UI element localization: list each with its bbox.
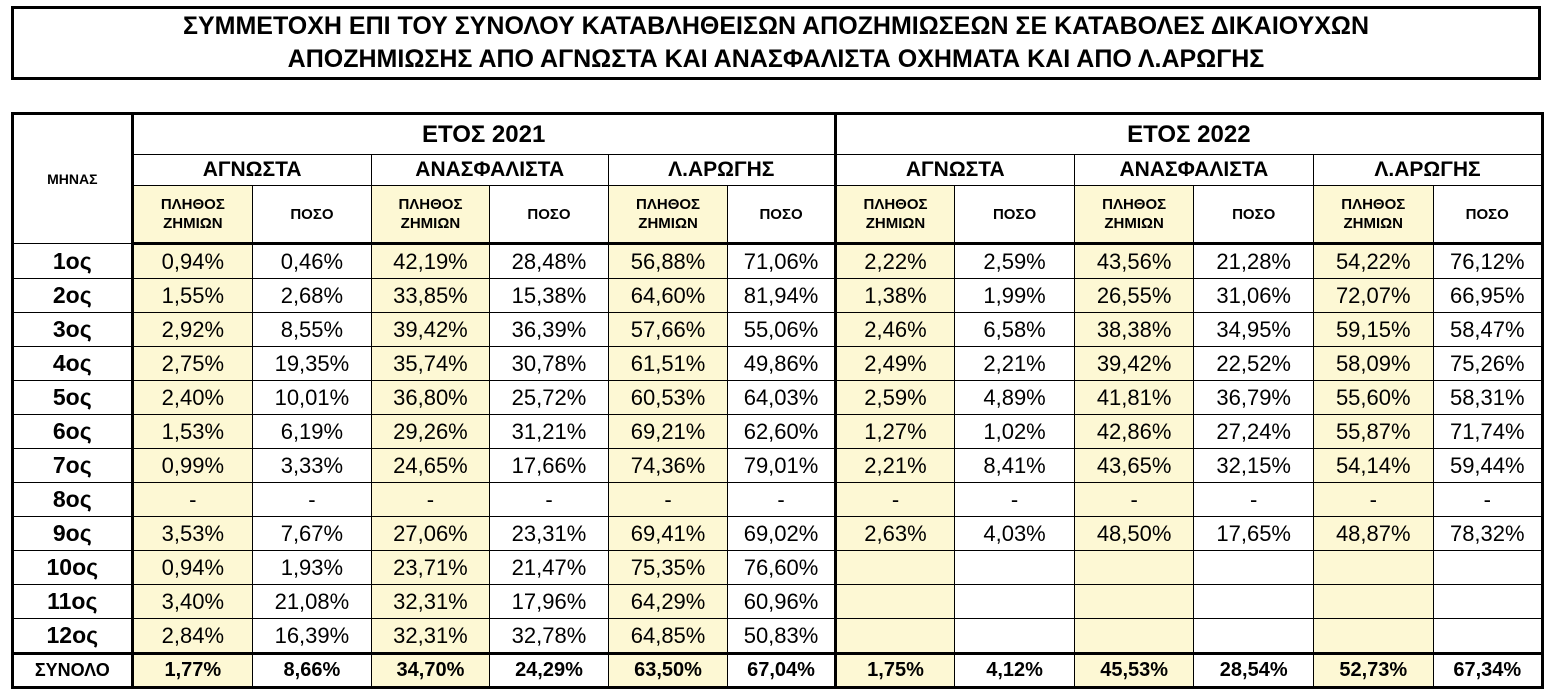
amount-share-cell: 75,26%: [1433, 347, 1542, 381]
count-share-cell: 27,06%: [371, 517, 490, 551]
month-cell: 1ος: [13, 244, 133, 279]
count-share-cell: 57,66%: [608, 313, 728, 347]
count-share-cell: [1313, 585, 1433, 619]
amount-share-cell: 59,44%: [1433, 449, 1542, 483]
count-subheader-line-1: ΠΛΗΘΟΣ: [160, 196, 225, 213]
amount-share-cell: 71,74%: [1433, 415, 1542, 449]
month-cell: 6ος: [13, 415, 133, 449]
count-share-cell: 2,49%: [835, 347, 955, 381]
amount-share-cell: 34,95%: [1194, 313, 1314, 347]
amount-share-cell: 28,54%: [1194, 654, 1314, 688]
amount-share-cell: 32,78%: [490, 619, 609, 654]
count-share-cell: 32,31%: [371, 619, 490, 654]
count-share-cell: 74,36%: [608, 449, 728, 483]
count-share-cell: 23,71%: [371, 551, 490, 585]
count-subheader-line-2: ΖΗΜΙΩΝ: [1104, 215, 1164, 232]
amount-share-cell: 4,03%: [955, 517, 1075, 551]
count-share-cell: [1313, 619, 1433, 654]
count-share-cell: 1,27%: [835, 415, 955, 449]
count-share-cell: 39,42%: [371, 313, 490, 347]
count-share-cell: 3,40%: [132, 585, 253, 619]
amount-share-cell: 4,89%: [955, 381, 1075, 415]
table-row: [13, 517, 1543, 551]
count-share-cell: 2,59%: [835, 381, 955, 415]
count-share-cell: 2,92%: [132, 313, 253, 347]
count-share-cell: 32,31%: [371, 585, 490, 619]
amount-share-cell: -: [1433, 483, 1542, 517]
amount-share-cell: 71,06%: [728, 244, 835, 279]
count-share-cell: 64,29%: [608, 585, 728, 619]
count-share-cell: 42,86%: [1074, 415, 1194, 449]
table-row: [13, 619, 1543, 654]
count-share-cell: 1,53%: [132, 415, 253, 449]
category-header-arogis-2022: Λ.ΑΡΩΓΗΣ: [1313, 155, 1542, 186]
count-share-cell: -: [1313, 483, 1433, 517]
count-share-cell: 2,84%: [132, 619, 253, 654]
amount-share-cell: 10,01%: [253, 381, 372, 415]
amount-share-cell: 36,79%: [1194, 381, 1314, 415]
amount-share-cell: -: [728, 483, 835, 517]
amount-share-cell: 67,04%: [728, 654, 835, 688]
amount-share-cell: 32,15%: [1194, 449, 1314, 483]
table-row: [13, 313, 1543, 347]
count-share-cell: 0,99%: [132, 449, 253, 483]
amount-subheader: ΠΟΣΟ: [1194, 186, 1314, 244]
total-row: [13, 654, 1543, 688]
count-share-cell: [1074, 619, 1194, 654]
table-row: [13, 483, 1543, 517]
count-share-cell: 1,75%: [835, 654, 955, 688]
amount-share-cell: 19,35%: [253, 347, 372, 381]
count-share-cell: 61,51%: [608, 347, 728, 381]
table-row: [13, 347, 1543, 381]
amount-share-cell: 76,12%: [1433, 244, 1542, 279]
count-share-cell: 38,38%: [1074, 313, 1194, 347]
category-header-anasfalista-2021: ΑΝΑΣΦΑΛΙΣΤΑ: [371, 155, 608, 186]
amount-share-cell: 36,39%: [490, 313, 609, 347]
count-share-cell: 1,77%: [132, 654, 253, 688]
amount-share-cell: 16,39%: [253, 619, 372, 654]
count-subheader: [132, 186, 253, 244]
table-row: [13, 585, 1543, 619]
count-share-cell: -: [608, 483, 728, 517]
count-subheader-line-2: ΖΗΜΙΩΝ: [865, 215, 926, 232]
count-share-cell: 58,09%: [1313, 347, 1433, 381]
count-share-cell: 54,14%: [1313, 449, 1433, 483]
table-row: [13, 449, 1543, 483]
amount-share-cell: 6,58%: [955, 313, 1075, 347]
count-share-cell: 75,35%: [608, 551, 728, 585]
amount-share-cell: 2,59%: [955, 244, 1075, 279]
month-cell: 2ος: [13, 279, 133, 313]
count-share-cell: [835, 551, 955, 585]
amount-share-cell: 7,67%: [253, 517, 372, 551]
category-header-arogis-2021: Λ.ΑΡΩΓΗΣ: [608, 155, 835, 186]
month-cell: 7ος: [13, 449, 133, 483]
count-share-cell: 34,70%: [371, 654, 490, 688]
amount-share-cell: 81,94%: [728, 279, 835, 313]
amount-share-cell: 21,08%: [253, 585, 372, 619]
amount-share-cell: 60,96%: [728, 585, 835, 619]
count-share-cell: [1313, 551, 1433, 585]
amount-share-cell: 66,95%: [1433, 279, 1542, 313]
amount-share-cell: 67,34%: [1433, 654, 1542, 688]
report-title: [11, 6, 1541, 80]
amount-share-cell: [1194, 551, 1314, 585]
count-share-cell: 55,87%: [1313, 415, 1433, 449]
amount-share-cell: [1433, 551, 1542, 585]
amount-share-cell: -: [1194, 483, 1314, 517]
count-share-cell: 33,85%: [371, 279, 490, 313]
amount-share-cell: 49,86%: [728, 347, 835, 381]
amount-share-cell: 58,31%: [1433, 381, 1542, 415]
amount-subheader: ΠΟΣΟ: [490, 186, 609, 244]
amount-share-cell: 24,29%: [490, 654, 609, 688]
count-share-cell: 2,75%: [132, 347, 253, 381]
amount-share-cell: 8,41%: [955, 449, 1075, 483]
report-title-line-1: ΣΥΜΜΕΤΟΧΗ ΕΠΙ ΤΟΥ ΣΥΝΟΛΟΥ ΚΑΤΑΒΛΗΘΕΙΣΩΝ ΑΠΟΖΗΜΙΩΣΕΩΝ ΣΕ ΚΑΤΑΒΟΛΕΣ ΔΙΚΑΙΟΥΧΩΝ: [182, 12, 1369, 40]
count-share-cell: [1074, 585, 1194, 619]
amount-share-cell: -: [490, 483, 609, 517]
count-subheader: [835, 186, 955, 244]
amount-share-cell: 23,31%: [490, 517, 609, 551]
count-share-cell: -: [1074, 483, 1194, 517]
month-column-header: ΜΗΝΑΣ: [13, 114, 133, 244]
month-cell: 11ος: [13, 585, 133, 619]
amount-share-cell: 8,55%: [253, 313, 372, 347]
year-2021-header: ΕΤΟΣ 2021: [132, 114, 835, 155]
count-subheader: [371, 186, 490, 244]
count-subheader-line-1: ΠΛΗΘΟΣ: [1102, 196, 1167, 213]
month-cell: 3ος: [13, 313, 133, 347]
count-share-cell: 45,53%: [1074, 654, 1194, 688]
amount-share-cell: 4,12%: [955, 654, 1075, 688]
month-cell: 10ος: [13, 551, 133, 585]
count-subheader: [1074, 186, 1194, 244]
amount-share-cell: 55,06%: [728, 313, 835, 347]
category-header-anasfalista-2022: ΑΝΑΣΦΑΛΙΣΤΑ: [1074, 155, 1313, 186]
count-share-cell: 55,60%: [1313, 381, 1433, 415]
count-share-cell: 0,94%: [132, 244, 253, 279]
amount-share-cell: 76,60%: [728, 551, 835, 585]
count-share-cell: 2,22%: [835, 244, 955, 279]
category-header-agnosta-2022: ΑΓΝΩΣΤΑ: [835, 155, 1074, 186]
amount-share-cell: 6,19%: [253, 415, 372, 449]
amount-share-cell: 62,60%: [728, 415, 835, 449]
amount-share-cell: 28,48%: [490, 244, 609, 279]
count-share-cell: 26,55%: [1074, 279, 1194, 313]
count-subheader-line-1: ΠΛΗΘΟΣ: [1341, 196, 1406, 213]
count-share-cell: 24,65%: [371, 449, 490, 483]
count-share-cell: [835, 585, 955, 619]
count-share-cell: 42,19%: [371, 244, 490, 279]
table-row: [13, 279, 1543, 313]
amount-share-cell: 31,06%: [1194, 279, 1314, 313]
amount-share-cell: [955, 585, 1075, 619]
count-share-cell: 54,22%: [1313, 244, 1433, 279]
count-share-cell: 48,50%: [1074, 517, 1194, 551]
count-share-cell: 2,46%: [835, 313, 955, 347]
count-share-cell: 52,73%: [1313, 654, 1433, 688]
amount-share-cell: 30,78%: [490, 347, 609, 381]
amount-share-cell: 2,21%: [955, 347, 1075, 381]
amount-subheader: ΠΟΣΟ: [1433, 186, 1542, 244]
amount-share-cell: 1,99%: [955, 279, 1075, 313]
count-subheader-line-1: ΠΛΗΘΟΣ: [398, 196, 463, 213]
amount-share-cell: 17,66%: [490, 449, 609, 483]
amount-subheader: ΠΟΣΟ: [955, 186, 1075, 244]
count-share-cell: 35,74%: [371, 347, 490, 381]
amount-share-cell: 25,72%: [490, 381, 609, 415]
count-share-cell: 0,94%: [132, 551, 253, 585]
count-share-cell: 60,53%: [608, 381, 728, 415]
table-row: [13, 244, 1543, 279]
count-share-cell: -: [835, 483, 955, 517]
count-share-cell: 69,41%: [608, 517, 728, 551]
count-subheader-line-2: ΖΗΜΙΩΝ: [400, 215, 461, 232]
amount-share-cell: [955, 619, 1075, 654]
amount-share-cell: 3,33%: [253, 449, 372, 483]
count-subheader: [608, 186, 728, 244]
table-row: [13, 381, 1543, 415]
amount-share-cell: 27,24%: [1194, 415, 1314, 449]
month-cell: 5ος: [13, 381, 133, 415]
count-share-cell: 2,40%: [132, 381, 253, 415]
amount-share-cell: 17,65%: [1194, 517, 1314, 551]
count-share-cell: 29,26%: [371, 415, 490, 449]
amount-share-cell: 17,96%: [490, 585, 609, 619]
month-cell: 8ος: [13, 483, 133, 517]
count-share-cell: 48,87%: [1313, 517, 1433, 551]
count-subheader-line-2: ΖΗΜΙΩΝ: [1343, 215, 1404, 232]
amount-share-cell: -: [955, 483, 1075, 517]
count-share-cell: 39,42%: [1074, 347, 1194, 381]
month-cell: 12ος: [13, 619, 133, 654]
amount-subheader: ΠΟΣΟ: [253, 186, 372, 244]
report-title-line-2: ΑΠΟΖΗΜΙΩΣΗΣ ΑΠΟ ΑΓΝΩΣΤΑ ΚΑΙ ΑΝΑΣΦΑΛΙΣΤΑ ΟΧΗΜΑΤΑ ΚΑΙ ΑΠΟ Λ.ΑΡΩΓΗΣ: [287, 45, 1265, 73]
month-cell: 9ος: [13, 517, 133, 551]
amount-share-cell: [1194, 619, 1314, 654]
count-share-cell: 69,21%: [608, 415, 728, 449]
count-share-cell: 43,65%: [1074, 449, 1194, 483]
amount-share-cell: [1194, 585, 1314, 619]
count-subheader-line-2: ΖΗΜΙΩΝ: [638, 215, 698, 232]
category-header-agnosta-2021: ΑΓΝΩΣΤΑ: [132, 155, 371, 186]
month-cell: 4ος: [13, 347, 133, 381]
amount-share-cell: 8,66%: [253, 654, 372, 688]
count-share-cell: -: [132, 483, 253, 517]
amount-share-cell: 79,01%: [728, 449, 835, 483]
amount-share-cell: 21,28%: [1194, 244, 1314, 279]
amount-share-cell: 50,83%: [728, 619, 835, 654]
amount-share-cell: 69,02%: [728, 517, 835, 551]
year-2022-header: ΕΤΟΣ 2022: [835, 114, 1542, 155]
count-share-cell: 1,38%: [835, 279, 955, 313]
amount-share-cell: -: [253, 483, 372, 517]
count-subheader-line-2: ΖΗΜΙΩΝ: [163, 215, 223, 232]
amount-share-cell: [955, 551, 1075, 585]
count-share-cell: 43,56%: [1074, 244, 1194, 279]
count-share-cell: 64,85%: [608, 619, 728, 654]
amount-share-cell: 78,32%: [1433, 517, 1542, 551]
count-subheader: [1313, 186, 1433, 244]
count-share-cell: 72,07%: [1313, 279, 1433, 313]
count-share-cell: 36,80%: [371, 381, 490, 415]
total-label: ΣΥΝΟΛΟ: [13, 654, 133, 688]
amount-share-cell: [1433, 585, 1542, 619]
amount-share-cell: [1433, 619, 1542, 654]
count-share-cell: 59,15%: [1313, 313, 1433, 347]
amount-subheader: ΠΟΣΟ: [728, 186, 835, 244]
amount-share-cell: 1,93%: [253, 551, 372, 585]
amount-share-cell: 21,47%: [490, 551, 609, 585]
amount-share-cell: 58,47%: [1433, 313, 1542, 347]
amount-share-cell: 15,38%: [490, 279, 609, 313]
count-share-cell: 41,81%: [1074, 381, 1194, 415]
count-subheader-line-1: ΠΛΗΘΟΣ: [636, 196, 701, 213]
amount-share-cell: 0,46%: [253, 244, 372, 279]
amount-share-cell: 64,03%: [728, 381, 835, 415]
count-share-cell: 3,53%: [132, 517, 253, 551]
count-share-cell: 56,88%: [608, 244, 728, 279]
amount-share-cell: 2,68%: [253, 279, 372, 313]
amount-share-cell: 31,21%: [490, 415, 609, 449]
table-row: [13, 415, 1543, 449]
count-share-cell: 2,63%: [835, 517, 955, 551]
claims-share-table: [11, 112, 1544, 689]
amount-share-cell: 1,02%: [955, 415, 1075, 449]
count-share-cell: 64,60%: [608, 279, 728, 313]
amount-share-cell: 22,52%: [1194, 347, 1314, 381]
count-share-cell: 63,50%: [608, 654, 728, 688]
count-share-cell: 2,21%: [835, 449, 955, 483]
count-share-cell: [1074, 551, 1194, 585]
count-share-cell: 1,55%: [132, 279, 253, 313]
table-row: [13, 551, 1543, 585]
count-subheader-line-1: ΠΛΗΘΟΣ: [863, 196, 928, 213]
count-share-cell: [835, 619, 955, 654]
count-share-cell: -: [371, 483, 490, 517]
